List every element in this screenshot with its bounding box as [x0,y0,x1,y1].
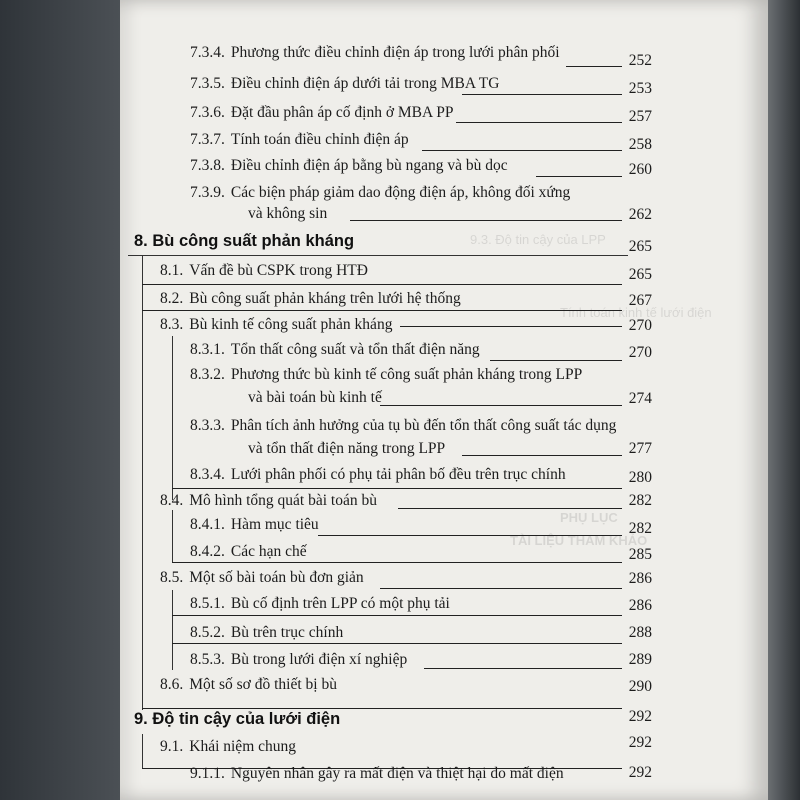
chapter-bracket-line [142,734,143,768]
leader-line [172,643,622,644]
page-number: 280 [628,469,652,486]
leader-line [380,405,622,406]
section-bracket-line [172,510,173,562]
toc-entry[interactable]: 8.4. Mô hình tổng quát bài toán bù [160,492,377,509]
leader-line [462,94,622,95]
page-number: 258 [628,136,652,153]
leader-line [456,122,622,123]
page-number: 252 [628,52,652,69]
leader-line [490,360,622,361]
page-number: 257 [628,108,652,125]
page-number: 277 [628,440,652,457]
toc-entry[interactable]: 7.3.6. Đặt đầu phân áp cố định ở MBA PP [190,104,454,121]
page-number: 265 [628,238,652,255]
page-number: 286 [628,570,652,587]
leader-line [142,708,622,709]
toc-entry[interactable]: 8.3.4. Lưới phân phối có phụ tải phân bố đều trên trục chính [190,466,566,483]
leader-line [422,150,622,151]
toc-entry[interactable]: 8.3.1. Tổn thất công suất và tổn thất điện năng [190,341,480,358]
chapter-heading[interactable]: 8. Bù công suất phản kháng [134,232,355,250]
leader-line [172,562,622,563]
toc-entry[interactable]: 7.3.4. Phương thức điều chỉnh điện áp trong lưới phân phối [190,44,560,61]
show-through-text: Tính toán kinh tế lưới điện [560,305,712,320]
toc-entry[interactable]: 8.4.1. Hàm mục tiêu [190,516,319,533]
toc-entry[interactable]: 7.3.8. Điều chỉnh điện áp bằng bù ngang và bù dọc [190,157,508,174]
page-edge-shadow [768,0,800,800]
leader-line [142,310,622,311]
section-bracket-line [172,590,173,670]
page-number: 282 [628,520,652,537]
page-number: 286 [628,597,652,614]
page-number: 282 [628,492,652,509]
toc-entry-continuation: và tổn thất điện năng trong LPP [248,440,446,457]
page-number: 285 [628,546,652,563]
leader-line [318,535,622,536]
leader-line [380,588,622,589]
page-number: 292 [628,708,652,725]
page-number: 267 [628,292,652,309]
toc-entry[interactable]: 8.3.2. Phương thức bù kinh tế công suất phản kháng trong LPP [190,366,583,383]
toc-entry-continuation: và bài toán bù kinh tế [248,389,382,406]
page-number: 274 [628,390,652,407]
toc-entry[interactable]: 8.6. Một số sơ đồ thiết bị bù [160,676,337,693]
toc-entry[interactable]: 8.5. Một số bài toán bù đơn giản [160,569,364,586]
toc-entry[interactable]: 8.5.3. Bù trong lưới điện xí nghiệp [190,651,408,668]
page-number: 262 [628,206,652,223]
toc-entry[interactable]: 9.1. Khái niệm chung [160,738,297,755]
leader-line [424,668,622,669]
page-number: 292 [628,764,652,781]
leader-line [398,508,622,509]
page-number: 270 [628,317,652,334]
leader-line [536,176,622,177]
toc-entry[interactable]: 8.5.1. Bù cố định trên LPP có một phụ tải [190,595,450,612]
toc-entry[interactable]: 8.1. Vấn đề bù CSPK trong HTĐ [160,262,368,279]
leader-line [142,284,622,285]
leader-line [400,326,622,327]
toc-entry[interactable]: 8.2. Bù công suất phản kháng trên lưới hệ thống [160,290,461,307]
toc-entry[interactable]: 9.1.1. Nguyên nhân gây ra mất điện và thiệt hại do mất điện [190,765,564,782]
show-through-text: TÀI LIỆU THAM KHẢO [510,533,648,548]
toc-entry[interactable]: 8.5.2. Bù trên trục chính [190,624,344,641]
toc-entry[interactable]: 8.3.3. Phân tích ảnh hưởng của tụ bù đến tổn thất công suất tác dụng [190,417,617,434]
show-through-text: PHỤ LỤC [560,510,618,525]
page-number: 288 [628,624,652,641]
page-number: 253 [628,80,652,97]
chapter-rule [128,255,628,256]
page-number: 270 [628,344,652,361]
section-bracket-line [172,336,173,500]
toc-entry[interactable]: 7.3.7. Tính toán điều chỉnh điện áp [190,131,409,148]
page-number: 260 [628,161,652,178]
page-number: 289 [628,651,652,668]
leader-line [462,455,622,456]
page-number: 292 [628,734,652,751]
show-through-text: 9.3. Độ tin cậy của LPP [470,232,606,247]
leader-line [172,488,622,489]
toc-entry[interactable]: 7.3.5. Điều chỉnh điện áp dưới tải trong MBA TG [190,75,500,92]
page-number: 265 [628,266,652,283]
chapter-bracket-line [142,256,143,710]
toc-entry[interactable]: 8.4.2. Các hạn chế [190,543,307,560]
leader-line [350,220,622,221]
toc-entry[interactable]: 7.3.9. Các biện pháp giảm dao động điện áp, không đối xứng [190,184,571,201]
toc-entry[interactable]: 8.3. Bù kinh tế công suất phản kháng [160,316,393,333]
leader-line [172,615,622,616]
page-number: 290 [628,678,652,695]
chapter-heading[interactable]: 9. Độ tin cậy của lưới điện [134,710,341,728]
book-spine-shadow [0,0,120,800]
toc-entry-continuation: và không sin [248,205,328,222]
